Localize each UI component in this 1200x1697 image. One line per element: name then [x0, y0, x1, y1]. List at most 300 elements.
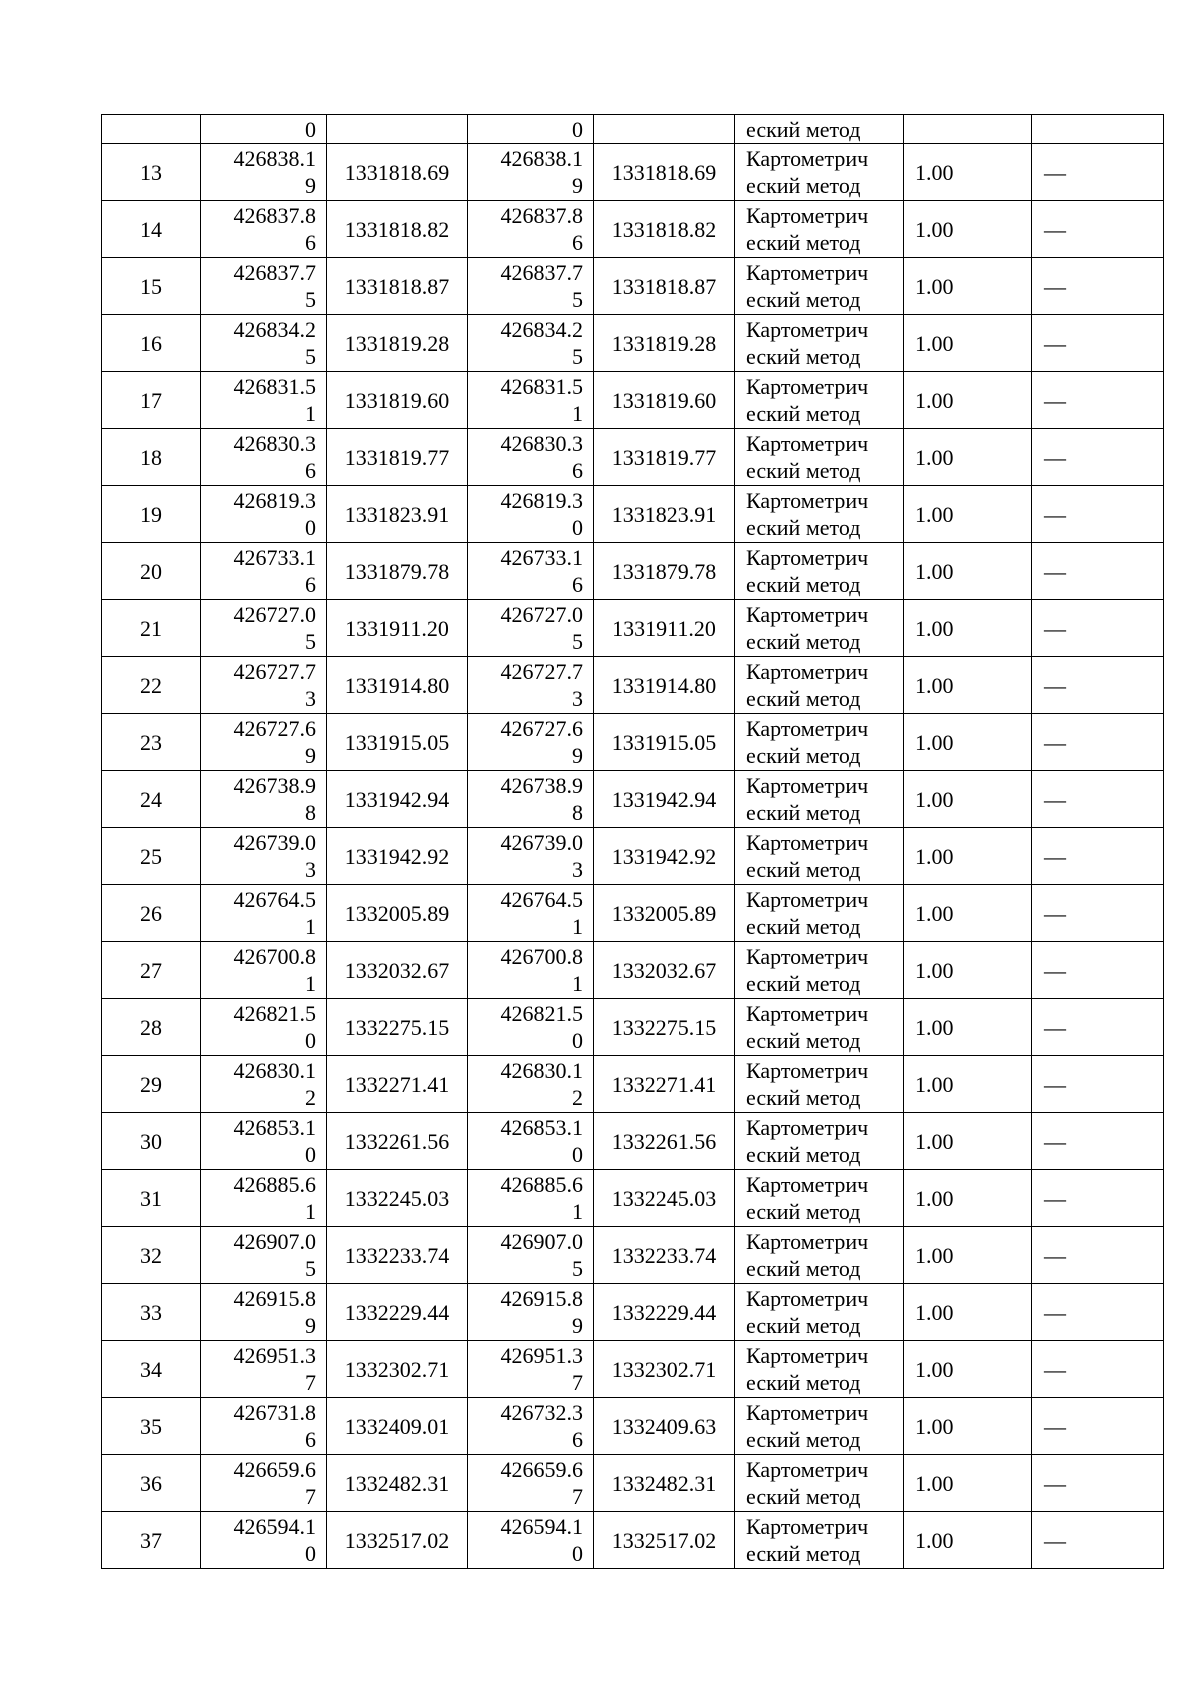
- table-row: [102, 1056, 1164, 1113]
- x-existing-cell: [201, 429, 327, 486]
- x-refined-part1: 426831.5: [500, 374, 583, 399]
- description-cell: —: [1032, 885, 1164, 942]
- table-row: [102, 1398, 1164, 1455]
- point-number-cell: 25: [102, 828, 201, 885]
- description-cell: —: [1032, 1398, 1164, 1455]
- x-existing-part2: 6: [305, 572, 316, 597]
- accuracy-cell: 1.00: [904, 1056, 1032, 1113]
- x-existing-part1: 426915.8: [233, 1286, 316, 1311]
- point-number-cell: 22: [102, 657, 201, 714]
- x-refined-cell: [468, 115, 594, 144]
- description-cell: —: [1032, 543, 1164, 600]
- accuracy-cell: 1.00: [904, 657, 1032, 714]
- y-refined-cell: 1332302.71: [594, 1341, 735, 1398]
- point-number-cell: 17: [102, 372, 201, 429]
- method-cell: [735, 714, 904, 771]
- method-line2: еский метод: [746, 629, 861, 654]
- method-line1: Картометрич: [746, 602, 869, 627]
- point-number-cell: [102, 115, 201, 144]
- coordinates-table: [101, 114, 1164, 1569]
- description-cell: —: [1032, 771, 1164, 828]
- x-existing-part1: 426727.0: [233, 602, 316, 627]
- table-row: [102, 429, 1164, 486]
- point-number-cell: 16: [102, 315, 201, 372]
- method-cell: [735, 1455, 904, 1512]
- x-existing-part2: 5: [305, 1256, 316, 1281]
- x-refined-part1: 426821.5: [500, 1001, 583, 1026]
- description-cell: —: [1032, 201, 1164, 258]
- y-existing-cell: 1331818.82: [327, 201, 468, 258]
- x-refined-part1: 426659.6: [500, 1457, 583, 1482]
- x-existing-part1: 426727.6: [233, 716, 316, 741]
- y-refined-cell: 1331818.69: [594, 144, 735, 201]
- y-refined-cell: 1331915.05: [594, 714, 735, 771]
- x-existing-part1: 426739.0: [233, 830, 316, 855]
- x-refined-cell: [468, 1284, 594, 1341]
- x-existing-part1: 426837.7: [233, 260, 316, 285]
- point-number-cell: 37: [102, 1512, 201, 1569]
- accuracy-cell: 1.00: [904, 1113, 1032, 1170]
- accuracy-cell: 1.00: [904, 600, 1032, 657]
- x-existing-part1: 426837.8: [233, 203, 316, 228]
- x-existing-part2: 9: [305, 173, 316, 198]
- description-cell: —: [1032, 144, 1164, 201]
- table-row: [102, 201, 1164, 258]
- x-refined-part1: 426764.5: [500, 887, 583, 912]
- x-refined-cell: [468, 942, 594, 999]
- x-refined-part1: 426907.0: [500, 1229, 583, 1254]
- x-existing-cell: [201, 1398, 327, 1455]
- point-number-cell: 14: [102, 201, 201, 258]
- y-existing-cell: 1332482.31: [327, 1455, 468, 1512]
- y-existing-cell: 1332233.74: [327, 1227, 468, 1284]
- x-refined-part2: 2: [572, 1085, 583, 1110]
- x-existing-part1: 426733.1: [233, 545, 316, 570]
- x-existing-cell: [201, 600, 327, 657]
- x-existing-cell: [201, 828, 327, 885]
- y-refined-cell: 1331819.77: [594, 429, 735, 486]
- y-refined-cell: 1331942.92: [594, 828, 735, 885]
- description-cell: —: [1032, 258, 1164, 315]
- x-refined-part1: 426738.9: [500, 773, 583, 798]
- y-existing-cell: 1332229.44: [327, 1284, 468, 1341]
- y-existing-cell: 1332302.71: [327, 1341, 468, 1398]
- method-cell: [735, 1398, 904, 1455]
- y-existing-cell: 1332275.15: [327, 999, 468, 1056]
- accuracy-cell: 1.00: [904, 543, 1032, 600]
- x-existing-part2: 0: [305, 1142, 316, 1167]
- x-refined-part1: 426819.3: [500, 488, 583, 513]
- x-refined-part1: 426732.3: [500, 1400, 583, 1425]
- method-line1: Картометрич: [746, 260, 869, 285]
- x-existing-cell: [201, 201, 327, 258]
- method-line1: Картометрич: [746, 203, 869, 228]
- accuracy-cell: 1.00: [904, 999, 1032, 1056]
- x-refined-cell: [468, 885, 594, 942]
- x-refined-part1: 426700.8: [500, 944, 583, 969]
- x-existing-cell: [201, 1341, 327, 1398]
- method-line1: Картометрич: [746, 1058, 869, 1083]
- x-refined-part2: 9: [572, 743, 583, 768]
- description-cell: —: [1032, 1170, 1164, 1227]
- y-refined-cell: 1332275.15: [594, 999, 735, 1056]
- description-cell: —: [1032, 1113, 1164, 1170]
- x-refined-part2: 1: [572, 1199, 583, 1224]
- x-existing-part1: 426907.0: [233, 1229, 316, 1254]
- x-refined-part2: 0: [572, 1028, 583, 1053]
- x-existing-part2: 9: [305, 743, 316, 768]
- x-existing-cell: [201, 942, 327, 999]
- y-refined-cell: 1332409.63: [594, 1398, 735, 1455]
- x-existing-part2: 5: [305, 344, 316, 369]
- method-line2: еский метод: [746, 743, 861, 768]
- table-row: [102, 999, 1164, 1056]
- x-refined-cell: [468, 429, 594, 486]
- method-line2: еский метод: [746, 914, 861, 939]
- x-refined-cell: [468, 657, 594, 714]
- x-existing-part1: 426885.6: [233, 1172, 316, 1197]
- description-cell: —: [1032, 828, 1164, 885]
- x-existing-cell: [201, 372, 327, 429]
- x-existing-cell: [201, 1170, 327, 1227]
- y-refined-cell: 1332517.02: [594, 1512, 735, 1569]
- x-refined-part2: 6: [572, 572, 583, 597]
- x-refined-part1: 426853.1: [500, 1115, 583, 1140]
- accuracy-cell: 1.00: [904, 372, 1032, 429]
- x-refined-part1: 426830.1: [500, 1058, 583, 1083]
- method-line2: еский метод: [746, 857, 861, 882]
- x-refined-part1: 426838.1: [500, 146, 583, 171]
- description-cell: —: [1032, 315, 1164, 372]
- method-line2: еский метод: [746, 1427, 861, 1452]
- method-line2: еский метод: [746, 1199, 861, 1224]
- method-line1: Картометрич: [746, 431, 869, 456]
- y-existing-cell: 1332261.56: [327, 1113, 468, 1170]
- method-line2: еский метод: [746, 800, 861, 825]
- x-existing-part2: 5: [305, 287, 316, 312]
- table-row: [102, 486, 1164, 543]
- method-line1: Картометрич: [746, 887, 869, 912]
- accuracy-cell: 1.00: [904, 1341, 1032, 1398]
- y-refined-cell: 1332032.67: [594, 942, 735, 999]
- method-tail: еский метод: [746, 116, 861, 142]
- method-line1: Картометрич: [746, 659, 869, 684]
- x-refined-tail: 0: [572, 116, 583, 142]
- method-line2: еский метод: [746, 230, 861, 255]
- x-refined-part1: 426837.7: [500, 260, 583, 285]
- x-refined-part1: 426885.6: [500, 1172, 583, 1197]
- x-existing-part1: 426594.1: [233, 1514, 316, 1539]
- method-cell: [735, 999, 904, 1056]
- table-row: [102, 543, 1164, 600]
- x-refined-part1: 426837.8: [500, 203, 583, 228]
- y-existing-cell: 1331942.94: [327, 771, 468, 828]
- x-refined-part2: 1: [572, 971, 583, 996]
- accuracy-cell: 1.00: [904, 486, 1032, 543]
- x-refined-part2: 0: [572, 515, 583, 540]
- x-refined-cell: [468, 372, 594, 429]
- accuracy-cell: 1.00: [904, 714, 1032, 771]
- method-line2: еский метод: [746, 1256, 861, 1281]
- table-row: [102, 600, 1164, 657]
- table-row: [102, 1341, 1164, 1398]
- x-existing-part2: 0: [305, 1541, 316, 1566]
- x-existing-cell: [201, 486, 327, 543]
- description-cell: —: [1032, 1056, 1164, 1113]
- point-number-cell: 27: [102, 942, 201, 999]
- table-row-continuation: [102, 115, 1164, 144]
- x-refined-part1: 426727.0: [500, 602, 583, 627]
- x-refined-cell: [468, 600, 594, 657]
- accuracy-cell: 1.00: [904, 1512, 1032, 1569]
- x-refined-part1: 426739.0: [500, 830, 583, 855]
- x-existing-cell: [201, 1512, 327, 1569]
- method-cell: [735, 543, 904, 600]
- x-existing-part1: 426853.1: [233, 1115, 316, 1140]
- x-refined-part1: 426915.8: [500, 1286, 583, 1311]
- x-refined-cell: [468, 1512, 594, 1569]
- method-cell: [735, 1227, 904, 1284]
- accuracy-cell: 1.00: [904, 771, 1032, 828]
- point-number-cell: 32: [102, 1227, 201, 1284]
- x-existing-cell: [201, 1284, 327, 1341]
- table-row: [102, 258, 1164, 315]
- method-line1: Картометрич: [746, 1229, 869, 1254]
- method-line2: еский метод: [746, 344, 861, 369]
- accuracy-cell: 1.00: [904, 1170, 1032, 1227]
- x-refined-cell: [468, 771, 594, 828]
- x-refined-part2: 8: [572, 800, 583, 825]
- x-refined-cell: [468, 315, 594, 372]
- description-cell: —: [1032, 1512, 1164, 1569]
- method-line2: еский метод: [746, 971, 861, 996]
- point-number-cell: 35: [102, 1398, 201, 1455]
- accuracy-cell: 1.00: [904, 1227, 1032, 1284]
- method-line2: еский метод: [746, 1028, 861, 1053]
- method-cell: [735, 201, 904, 258]
- x-existing-part2: 7: [305, 1484, 316, 1509]
- x-existing-part1: 426764.5: [233, 887, 316, 912]
- x-existing-part1: 426830.3: [233, 431, 316, 456]
- x-existing-part2: 0: [305, 515, 316, 540]
- table-row: [102, 885, 1164, 942]
- x-refined-part2: 3: [572, 857, 583, 882]
- x-refined-cell: [468, 201, 594, 258]
- y-existing-cell: 1331819.28: [327, 315, 468, 372]
- point-number-cell: 33: [102, 1284, 201, 1341]
- x-existing-part2: 0: [305, 1028, 316, 1053]
- x-existing-part2: 1: [305, 914, 316, 939]
- y-refined-cell: 1332229.44: [594, 1284, 735, 1341]
- x-refined-cell: [468, 543, 594, 600]
- method-cell: [735, 1170, 904, 1227]
- x-existing-cell: [201, 543, 327, 600]
- method-cell: [735, 1113, 904, 1170]
- y-existing-cell: 1331879.78: [327, 543, 468, 600]
- method-cell: [735, 258, 904, 315]
- method-line2: еский метод: [746, 173, 861, 198]
- description-cell: [1032, 115, 1164, 144]
- y-refined-cell: 1331818.82: [594, 201, 735, 258]
- accuracy-cell: 1.00: [904, 429, 1032, 486]
- table-row: [102, 144, 1164, 201]
- x-existing-part1: 426831.5: [233, 374, 316, 399]
- method-cell: [735, 315, 904, 372]
- description-cell: —: [1032, 714, 1164, 771]
- x-refined-cell: [468, 999, 594, 1056]
- y-refined-cell: 1332261.56: [594, 1113, 735, 1170]
- y-existing-cell: 1332245.03: [327, 1170, 468, 1227]
- x-refined-part1: 426727.7: [500, 659, 583, 684]
- y-refined-cell: 1332233.74: [594, 1227, 735, 1284]
- method-cell: [735, 885, 904, 942]
- method-cell: [735, 1512, 904, 1569]
- x-refined-cell: [468, 1056, 594, 1113]
- method-line1: Картометрич: [746, 1514, 869, 1539]
- x-refined-part1: 426594.1: [500, 1514, 583, 1539]
- method-line2: еский метод: [746, 1541, 861, 1566]
- x-existing-part1: 426834.2: [233, 317, 316, 342]
- y-refined-cell: 1331819.28: [594, 315, 735, 372]
- y-existing-cell: 1331818.69: [327, 144, 468, 201]
- table-row: [102, 1455, 1164, 1512]
- x-refined-part2: 1: [572, 401, 583, 426]
- accuracy-cell: 1.00: [904, 315, 1032, 372]
- y-refined-cell: 1331818.87: [594, 258, 735, 315]
- x-refined-cell: [468, 1113, 594, 1170]
- point-number-cell: 28: [102, 999, 201, 1056]
- x-refined-part2: 6: [572, 230, 583, 255]
- point-number-cell: 36: [102, 1455, 201, 1512]
- accuracy-cell: 1.00: [904, 1398, 1032, 1455]
- y-existing-cell: 1332517.02: [327, 1512, 468, 1569]
- x-existing-part2: 6: [305, 458, 316, 483]
- x-refined-part2: 5: [572, 344, 583, 369]
- description-cell: —: [1032, 372, 1164, 429]
- x-existing-part2: 8: [305, 800, 316, 825]
- x-existing-cell: [201, 885, 327, 942]
- x-existing-part1: 426819.3: [233, 488, 316, 513]
- description-cell: —: [1032, 1455, 1164, 1512]
- method-cell: [735, 429, 904, 486]
- x-refined-cell: [468, 1227, 594, 1284]
- method-line2: еский метод: [746, 1313, 861, 1338]
- x-refined-part2: 9: [572, 1313, 583, 1338]
- description-cell: —: [1032, 1227, 1164, 1284]
- method-cell: [735, 1284, 904, 1341]
- x-refined-part1: 426830.3: [500, 431, 583, 456]
- point-number-cell: 19: [102, 486, 201, 543]
- x-refined-cell: [468, 486, 594, 543]
- x-refined-part2: 9: [572, 173, 583, 198]
- method-line2: еский метод: [746, 686, 861, 711]
- method-cell: [735, 372, 904, 429]
- accuracy-cell: 1.00: [904, 144, 1032, 201]
- y-refined-cell: 1332271.41: [594, 1056, 735, 1113]
- y-refined-cell: 1332482.31: [594, 1455, 735, 1512]
- x-existing-part1: 426727.7: [233, 659, 316, 684]
- method-line2: еский метод: [746, 287, 861, 312]
- point-number-cell: 13: [102, 144, 201, 201]
- x-existing-part2: 1: [305, 1199, 316, 1224]
- method-line2: еский метод: [746, 401, 861, 426]
- method-cell: [735, 828, 904, 885]
- method-line1: Картометрич: [746, 1286, 869, 1311]
- accuracy-cell: 1.00: [904, 1284, 1032, 1341]
- x-existing-part1: 426830.1: [233, 1058, 316, 1083]
- description-cell: —: [1032, 600, 1164, 657]
- y-refined-cell: 1332245.03: [594, 1170, 735, 1227]
- method-line2: еский метод: [746, 515, 861, 540]
- y-refined-cell: 1331911.20: [594, 600, 735, 657]
- y-existing-cell: 1331914.80: [327, 657, 468, 714]
- x-refined-cell: [468, 1341, 594, 1398]
- description-cell: —: [1032, 999, 1164, 1056]
- x-refined-cell: [468, 714, 594, 771]
- table-row: [102, 315, 1164, 372]
- point-number-cell: 26: [102, 885, 201, 942]
- x-existing-part1: 426821.5: [233, 1001, 316, 1026]
- x-refined-part2: 3: [572, 686, 583, 711]
- x-existing-part2: 1: [305, 971, 316, 996]
- description-cell: —: [1032, 486, 1164, 543]
- y-existing-cell: 1331819.77: [327, 429, 468, 486]
- x-refined-cell: [468, 258, 594, 315]
- point-number-cell: 24: [102, 771, 201, 828]
- method-line1: Картометрич: [746, 1343, 869, 1368]
- method-line2: еский метод: [746, 1085, 861, 1110]
- table-row: [102, 1170, 1164, 1227]
- y-refined-cell: 1331914.80: [594, 657, 735, 714]
- table-row: [102, 771, 1164, 828]
- x-refined-part2: 1: [572, 914, 583, 939]
- method-line2: еский метод: [746, 1370, 861, 1395]
- x-refined-part2: 7: [572, 1484, 583, 1509]
- method-cell: [735, 942, 904, 999]
- x-refined-part2: 5: [572, 1256, 583, 1281]
- accuracy-cell: 1.00: [904, 258, 1032, 315]
- method-cell: [735, 1056, 904, 1113]
- y-refined-cell: [594, 115, 735, 144]
- method-line1: Картометрич: [746, 488, 869, 513]
- x-existing-part2: 3: [305, 686, 316, 711]
- point-number-cell: 23: [102, 714, 201, 771]
- x-existing-part1: 426659.6: [233, 1457, 316, 1482]
- point-number-cell: 18: [102, 429, 201, 486]
- point-number-cell: 21: [102, 600, 201, 657]
- x-existing-cell: [201, 657, 327, 714]
- description-cell: —: [1032, 657, 1164, 714]
- point-number-cell: 15: [102, 258, 201, 315]
- accuracy-cell: [904, 115, 1032, 144]
- x-existing-part1: 426731.8: [233, 1400, 316, 1425]
- y-refined-cell: 1332005.89: [594, 885, 735, 942]
- accuracy-cell: 1.00: [904, 942, 1032, 999]
- x-existing-part2: 3: [305, 857, 316, 882]
- x-existing-part2: 1: [305, 401, 316, 426]
- method-line2: еский метод: [746, 458, 861, 483]
- x-existing-part2: 2: [305, 1085, 316, 1110]
- method-line1: Картометрич: [746, 317, 869, 342]
- table-row: [102, 657, 1164, 714]
- x-refined-part1: 426727.6: [500, 716, 583, 741]
- y-existing-cell: 1331942.92: [327, 828, 468, 885]
- table-row: [102, 828, 1164, 885]
- table-body: [102, 115, 1164, 1569]
- y-existing-cell: 1331818.87: [327, 258, 468, 315]
- description-cell: —: [1032, 942, 1164, 999]
- method-line1: Картометрич: [746, 1457, 869, 1482]
